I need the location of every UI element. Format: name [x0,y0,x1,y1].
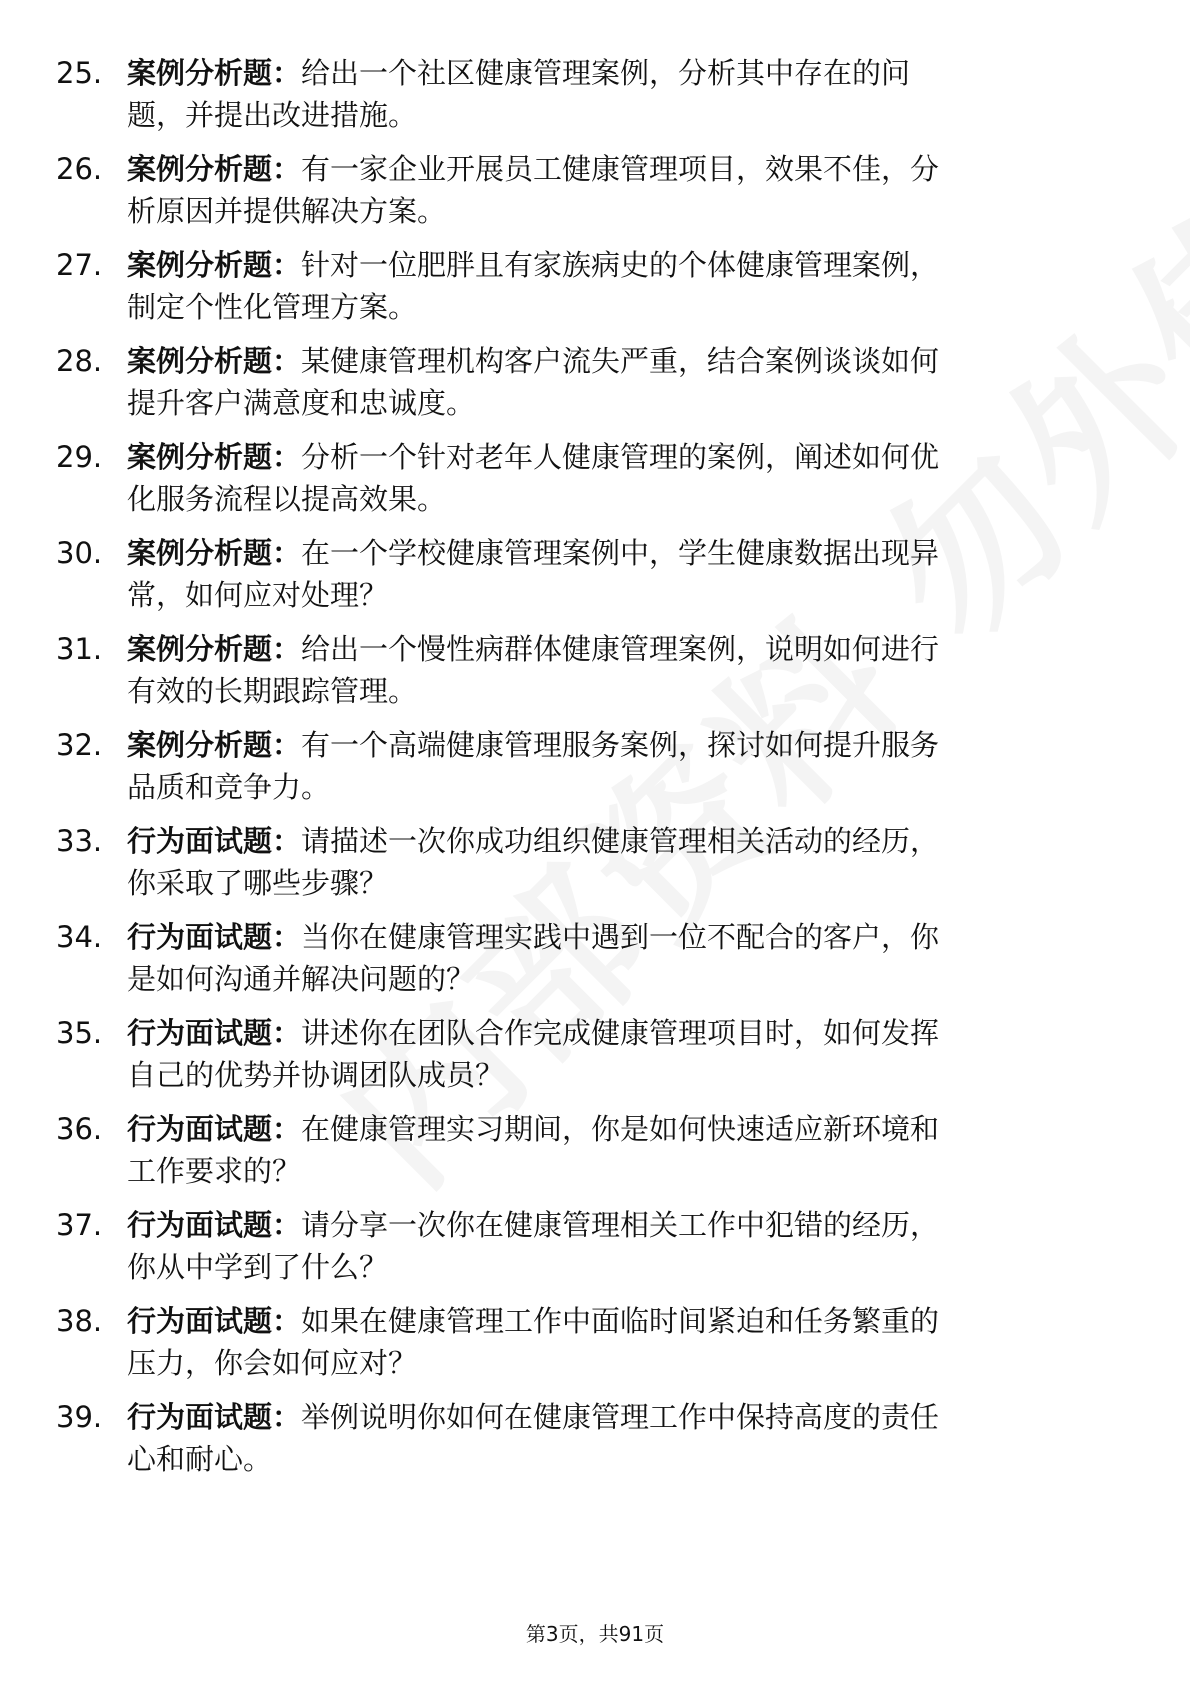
question-line-1 [127,628,1107,670]
question-type: 行为面试题： [127,920,302,954]
question-text [127,52,1107,136]
list-item [0,340,1190,436]
question-text [127,148,1107,232]
list-item [0,244,1190,340]
list-item [0,436,1190,532]
question-number: 31. [56,632,103,666]
question-number: 39. [56,1400,103,1434]
question-type: 案例分析题： [127,536,302,570]
question-text [127,340,1107,424]
question-type: 案例分析题： [127,632,302,666]
question-line-1 [127,148,1107,190]
list-item [0,1012,1190,1108]
question-line-1 [127,1204,1107,1246]
question-line-2: 化服务流程以提高效果。 [127,482,447,516]
question-list [0,52,1190,1492]
list-item [0,148,1190,244]
question-line-1 [127,52,1107,94]
page-footer: 第3页，共91页 [525,1622,665,1646]
question-body: 请描述一次你成功组织健康管理相关活动的经历， [301,824,940,858]
question-line-1 [127,1396,1107,1438]
question-text [127,628,1107,712]
question-line-1 [127,340,1107,382]
question-line-1 [127,244,1107,286]
question-body: 在一个学校健康管理案例中，学生健康数据出现异 [301,536,940,570]
question-body: 请分享一次你在健康管理相关工作中犯错的经历， [301,1208,940,1242]
question-line-1 [127,532,1107,574]
question-text [127,532,1107,616]
question-number: 34. [56,920,103,954]
list-item [0,1108,1190,1204]
list-item [0,628,1190,724]
question-number: 30. [56,536,103,570]
list-item [0,52,1190,148]
list-item [0,532,1190,628]
question-body: 某健康管理机构客户流失严重，结合案例谈谈如何 [301,344,940,378]
list-item [0,820,1190,916]
question-line-2: 常，如何应对处理？ [127,578,389,612]
question-number: 32. [56,728,103,762]
question-number: 33. [56,824,103,858]
question-type: 行为面试题： [127,1016,302,1050]
question-type: 案例分析题： [127,152,302,186]
question-line-2: 析原因并提供解决方案。 [127,194,447,228]
question-text [127,436,1107,520]
question-number: 38. [56,1304,103,1338]
question-type: 案例分析题： [127,344,302,378]
question-text [127,916,1107,1000]
question-line-2: 制定个性化管理方案。 [127,290,418,324]
question-body: 分析一个针对老年人健康管理的案例，阐述如何优 [301,440,940,474]
question-number: 36. [56,1112,103,1146]
list-item [0,1204,1190,1300]
question-number: 28. [56,344,103,378]
question-body: 在健康管理实习期间，你是如何快速适应新环境和 [301,1112,940,1146]
question-text [127,1108,1107,1192]
question-text [127,724,1107,808]
question-body: 当你在健康管理实践中遇到一位不配合的客户，你 [301,920,940,954]
question-line-2: 你从中学到了什么？ [127,1250,389,1284]
question-text [127,1204,1107,1288]
question-line-1 [127,820,1107,862]
question-body: 举例说明你如何在健康管理工作中保持高度的责任 [301,1400,940,1434]
question-line-1 [127,1108,1107,1150]
question-line-1 [127,916,1107,958]
question-line-2: 题，并提出改进措施。 [127,98,418,132]
question-line-2: 自己的优势并协调团队成员？ [127,1058,505,1092]
list-item [0,1300,1190,1396]
question-line-2: 压力，你会如何应对？ [127,1346,418,1380]
question-type: 行为面试题： [127,1112,302,1146]
question-type: 行为面试题： [127,824,302,858]
question-line-2: 提升客户满意度和忠诚度。 [127,386,476,420]
list-item [0,916,1190,1012]
question-line-2: 品质和竞争力。 [127,770,331,804]
question-type: 行为面试题： [127,1208,302,1242]
question-line-2: 心和耐心。 [127,1442,273,1476]
question-line-2: 是如何沟通并解决问题的？ [127,962,476,996]
question-line-1 [127,724,1107,766]
question-text [127,1012,1107,1096]
list-item [0,724,1190,820]
question-body: 如果在健康管理工作中面临时间紧迫和任务繁重的 [301,1304,940,1338]
question-line-2: 你采取了哪些步骤？ [127,866,389,900]
question-line-1 [127,436,1107,478]
question-line-1 [127,1300,1107,1342]
question-line-1 [127,1012,1107,1054]
question-type: 案例分析题： [127,248,302,282]
question-body: 针对一位肥胖且有家族病史的个体健康管理案例， [301,248,940,282]
question-number: 26. [56,152,103,186]
question-number: 27. [56,248,103,282]
question-body: 给出一个慢性病群体健康管理案例，说明如何进行 [301,632,940,666]
question-number: 25. [56,56,103,90]
question-text [127,244,1107,328]
question-number: 29. [56,440,103,474]
question-text [127,1300,1107,1384]
question-number: 37. [56,1208,103,1242]
question-number: 35. [56,1016,103,1050]
question-text [127,820,1107,904]
question-body: 给出一个社区健康管理案例，分析其中存在的问 [301,56,911,90]
question-body: 有一家企业开展员工健康管理项目，效果不佳，分 [301,152,940,186]
question-text [127,1396,1107,1480]
question-type: 案例分析题： [127,728,302,762]
question-body: 有一个高端健康管理服务案例，探讨如何提升服务 [301,728,940,762]
list-item [0,1396,1190,1492]
question-type: 案例分析题： [127,440,302,474]
question-type: 行为面试题： [127,1400,302,1434]
question-line-2: 有效的长期跟踪管理。 [127,674,418,708]
question-body: 讲述你在团队合作完成健康管理项目时，如何发挥 [301,1016,940,1050]
question-type: 案例分析题： [127,56,302,90]
question-line-2: 工作要求的？ [127,1154,302,1188]
question-type: 行为面试题： [127,1304,302,1338]
